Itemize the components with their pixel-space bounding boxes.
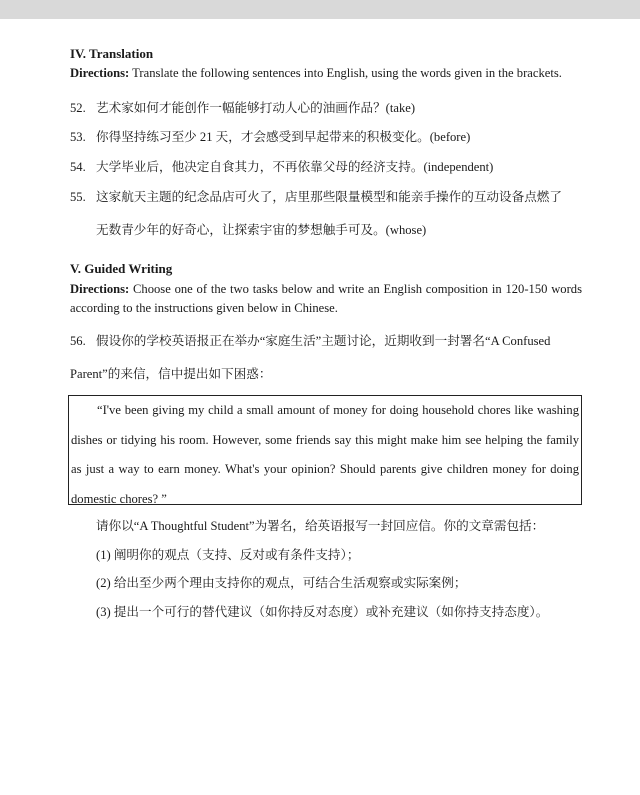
letter-box [68,395,582,505]
letter-text [71,396,579,514]
requirement-3: (3) 提出一个可行的替代建议（如你持反对态度）或补充建议（如你持支持态度）。 [96,605,549,619]
question-number: 52. [70,101,86,115]
directions-label: Directions: [70,282,130,296]
directions-text: Translate the following sentences into English, using the words given in the brackets. [129,66,562,80]
question-55 [70,186,590,208]
question-number: 53. [70,130,86,144]
question-number: 55. [70,190,86,204]
prompt-line-1: 假设你的学校英语报正在举办“家庭生活”主题讨论，近期收到一封署名“A Confused [96,334,551,348]
prompt-line-2: Parent”的来信，信中提出如下困惑： [70,367,272,381]
directions-translation [70,64,582,83]
directions-guided-writing [70,280,582,318]
directions-text: Choose one of the two tasks below and write an English composition in 120-150 words according to the instructions given below in Chinese. [70,282,582,315]
question-55-continuation: 无数青少年的好奇心，让探索宇宙的梦想触手可及。(whose) [96,223,427,237]
question-54 [70,156,590,178]
question-text: 艺术家如何才能创作一幅能够打动人心的油画作品？(take) [96,101,416,115]
section-title-guided-writing: V. Guided Writing [70,261,173,276]
requirement-2: (2) 给出至少两个理由支持你的观点，可结合生活观察或实际案例； [96,576,467,590]
question-number: 56. [70,334,86,348]
directions-label: Directions: [70,66,130,80]
writing-instruction: 请你以“A Thoughtful Student”为署名，给英语报写一封回应信。你的文章需包括： [96,519,545,533]
letter-body: “I've been giving my child a small amount of money for doing household chores like washing dishes or tidying his room. However, some friends say this might make him see helping the family as just a way to earn money. What's your opinion? Should parents give children money for doing domestic chores? ” [71,403,579,506]
question-52 [70,97,590,119]
top-scan-border [0,0,640,19]
question-number: 54. [70,160,86,174]
requirement-1: (1) 阐明你的观点（支持、反对或有条件支持）； [96,548,360,562]
question-text: 这家航天主题的纪念品店可火了，店里那些限量模型和能亲手操作的互动设备点燃了 [96,190,562,204]
question-53 [70,126,590,148]
section-title-translation: IV. Translation [70,46,154,61]
question-text: 你得坚持练习至少 21 天，才会感受到早起带来的积极变化。(before) [96,130,471,144]
question-56-prompt [70,330,582,352]
question-text: 大学毕业后，他决定自食其力，不再依靠父母的经济支持。(independent) [96,160,494,174]
